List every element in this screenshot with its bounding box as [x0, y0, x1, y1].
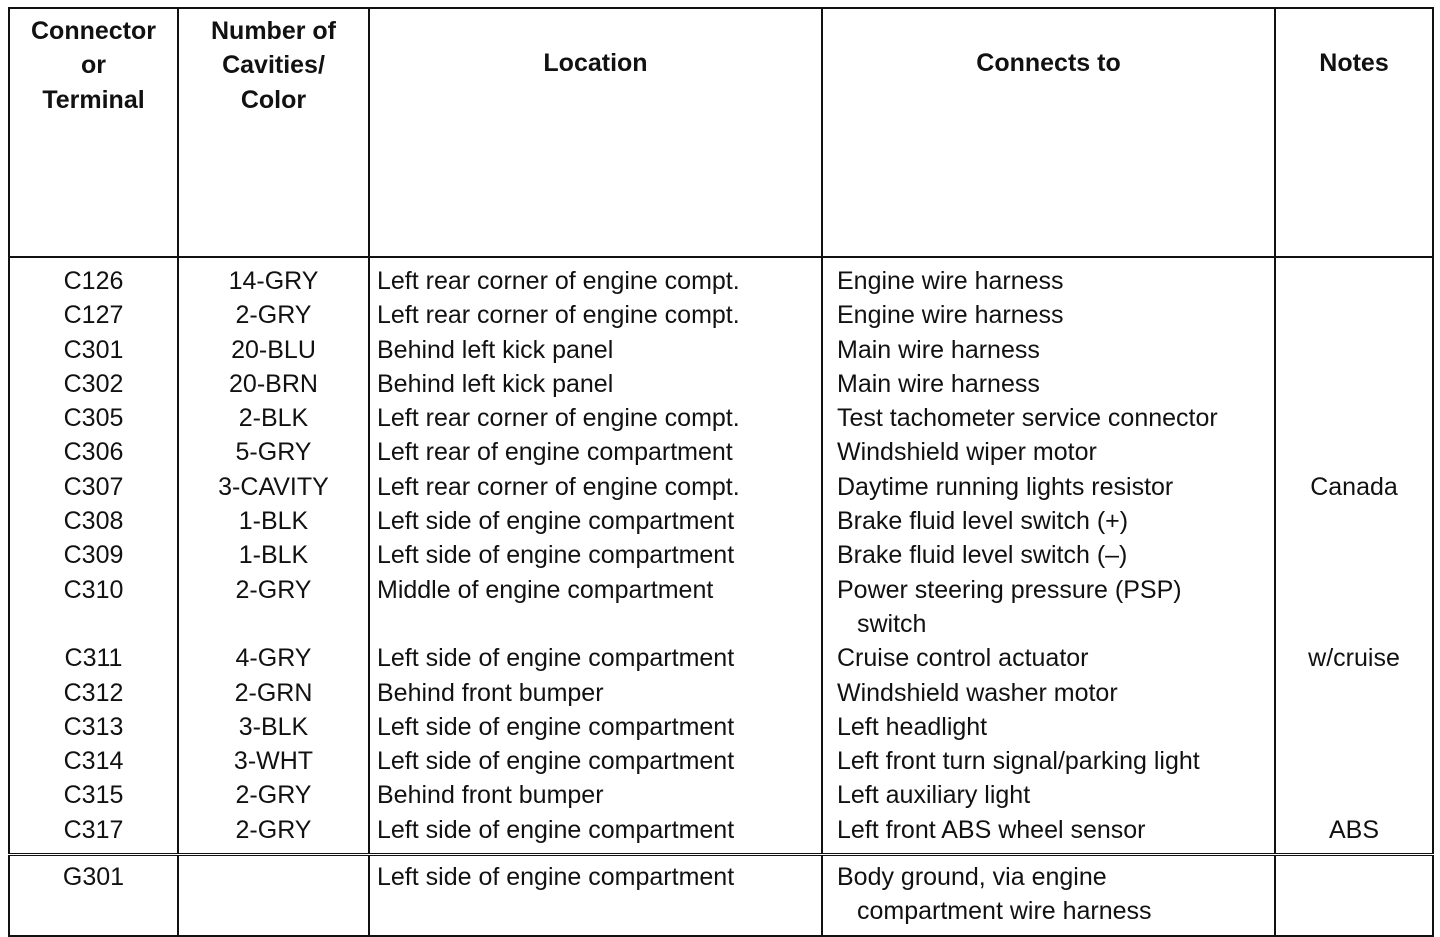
note-text — [1276, 504, 1432, 538]
header-connector — [9, 8, 178, 257]
cavities-color: 14-GRY — [228, 267, 319, 295]
ground-note — [1276, 860, 1432, 894]
connector-id: C317 — [63, 815, 124, 844]
location-text: Behind left kick panel — [377, 369, 614, 398]
note-text — [1276, 333, 1432, 367]
connects-to-text: Power steering pressure (PSP) — [837, 575, 1182, 604]
connects-to-text: Left auxiliary light — [837, 781, 1031, 810]
connects-to-text: Test tachometer service connector — [837, 404, 1218, 433]
connects-to-text: switch — [857, 609, 927, 638]
connects-to-text: Main wire harness — [837, 369, 1040, 398]
cavities-color: 2-GRY — [235, 781, 312, 810]
location-column — [369, 257, 822, 855]
connector-id: C308 — [63, 507, 124, 536]
ground-connects-to-cell — [822, 855, 1275, 936]
header-cavities-line: Color — [240, 85, 307, 114]
header-connector-line: Connector — [31, 17, 156, 45]
connector-id: C310 — [63, 575, 124, 604]
cavities-color: 2-GRY — [235, 815, 312, 844]
ground-id: G301 — [62, 863, 125, 892]
location-text: Left side of engine compartment — [377, 644, 735, 673]
row-spacer — [1276, 607, 1432, 641]
location-text: Behind front bumper — [377, 781, 604, 810]
connector-column — [9, 257, 178, 855]
connector-id: C127 — [63, 301, 124, 330]
connector-id: C312 — [63, 678, 124, 707]
note-text — [1276, 676, 1432, 710]
location-text: Left rear corner of engine compt. — [377, 267, 740, 295]
location-text: Behind front bumper — [377, 678, 604, 707]
connector-id: C126 — [63, 267, 124, 295]
connects-to-text: Windshield wiper motor — [837, 438, 1097, 467]
header-notes: Notes — [1275, 8, 1433, 257]
header-cavities-line: Number of — [211, 17, 336, 45]
location-text: Left rear corner of engine compt. — [377, 301, 740, 330]
header-location: Location — [369, 8, 822, 257]
connector-table-sheet — [8, 7, 1432, 926]
connects-to-text: Left front ABS wheel sensor — [837, 815, 1146, 844]
note-text — [1276, 573, 1432, 607]
ground-cavities — [179, 860, 368, 894]
header-connector-line: or — [81, 51, 106, 80]
header-cavities-line: Cavities/ — [222, 51, 325, 80]
cavities-color: 2-GRY — [235, 575, 312, 604]
cavities-color: 3-BLK — [238, 712, 309, 741]
note-text — [1276, 264, 1432, 298]
location-text: Left rear corner of engine compt. — [377, 404, 740, 433]
cavities-color: 5-GRY — [235, 438, 312, 467]
ground-connects-to-line: Body ground, via engine — [837, 863, 1107, 892]
location-text: Left rear of engine compartment — [377, 438, 733, 467]
connector-id: C314 — [63, 747, 124, 776]
connects-to-text: Engine wire harness — [837, 267, 1064, 295]
location-text: Left side of engine compartment — [377, 815, 735, 844]
connector-id: C315 — [63, 781, 124, 810]
note-text — [1276, 744, 1432, 778]
row-spacer — [179, 607, 368, 641]
note-text: ABS — [1328, 815, 1380, 844]
connects-to-text: Main wire harness — [837, 335, 1040, 364]
connects-to-column — [822, 257, 1275, 855]
connector-rows — [9, 257, 1433, 855]
row-spacer — [377, 607, 821, 641]
ground-location: Left side of engine compartment — [377, 863, 735, 892]
connects-to-text: Left headlight — [837, 712, 988, 741]
connects-to-text: Left front turn signal/parking light — [837, 747, 1200, 776]
connector-id: C309 — [63, 541, 124, 570]
cavities-color: 20-BRN — [229, 369, 318, 398]
note-text — [1276, 401, 1432, 435]
cavities-color: 3-CAVITY — [218, 472, 329, 501]
header-connects-to: Connects to — [822, 8, 1275, 257]
note-text — [1276, 710, 1432, 744]
connector-table — [8, 7, 1434, 937]
cavities-column — [178, 257, 369, 855]
location-text: Left side of engine compartment — [377, 747, 735, 776]
cavities-color: 1-BLK — [238, 541, 309, 570]
cavities-color: 2-BLK — [238, 404, 309, 433]
cavities-color: 20-BLU — [231, 335, 316, 364]
ground-row — [9, 855, 1433, 936]
location-text: Left side of engine compartment — [377, 541, 735, 570]
connects-to-text: Brake fluid level switch (+) — [837, 507, 1129, 536]
row-spacer — [10, 607, 177, 641]
connector-id: C311 — [64, 644, 123, 673]
cavities-color: 2-GRN — [234, 678, 313, 707]
note-text — [1276, 367, 1432, 401]
connector-id: C313 — [63, 712, 124, 741]
connects-to-text: Windshield washer motor — [837, 678, 1118, 707]
notes-column — [1275, 257, 1433, 855]
ground-notes-cell — [1275, 855, 1433, 936]
header-cavities — [178, 8, 369, 257]
location-text: Middle of engine compartment — [377, 575, 714, 604]
connects-to-text: Daytime running lights resistor — [837, 472, 1174, 501]
connector-id: C307 — [63, 472, 124, 501]
location-text: Left side of engine compartment — [377, 507, 735, 536]
ground-location-cell — [369, 855, 822, 936]
connects-to-text: Engine wire harness — [837, 301, 1064, 330]
connector-id: C305 — [63, 404, 124, 433]
note-text — [1276, 538, 1432, 572]
cavities-color: 3-WHT — [233, 747, 314, 776]
header-connector-line: Terminal — [42, 85, 145, 114]
note-text — [1276, 778, 1432, 812]
cavities-color: 2-GRY — [235, 301, 312, 330]
ground-rows — [9, 855, 1433, 936]
ground-connector-cell — [9, 855, 178, 936]
note-text: w/cruise — [1308, 644, 1400, 673]
note-text — [1276, 435, 1432, 469]
location-text: Behind left kick panel — [377, 335, 614, 364]
location-text: Left side of engine compartment — [377, 712, 735, 741]
connector-id: C301 — [63, 335, 124, 364]
connects-to-text: Brake fluid level switch (–) — [837, 541, 1128, 570]
connector-id: C302 — [63, 369, 124, 398]
note-text — [1276, 298, 1432, 332]
ground-cavities-cell — [178, 855, 369, 936]
ground-connects-to-line: compartment wire harness — [857, 897, 1152, 926]
header-row — [9, 8, 1433, 257]
connects-to-text: Cruise control actuator — [837, 644, 1089, 673]
cavities-color: 1-BLK — [238, 507, 309, 536]
connector-id: C306 — [63, 438, 124, 467]
note-text: Canada — [1310, 472, 1398, 501]
location-text: Left rear corner of engine compt. — [377, 472, 740, 501]
data-block — [9, 257, 1433, 855]
cavities-color: 4-GRY — [235, 644, 312, 673]
